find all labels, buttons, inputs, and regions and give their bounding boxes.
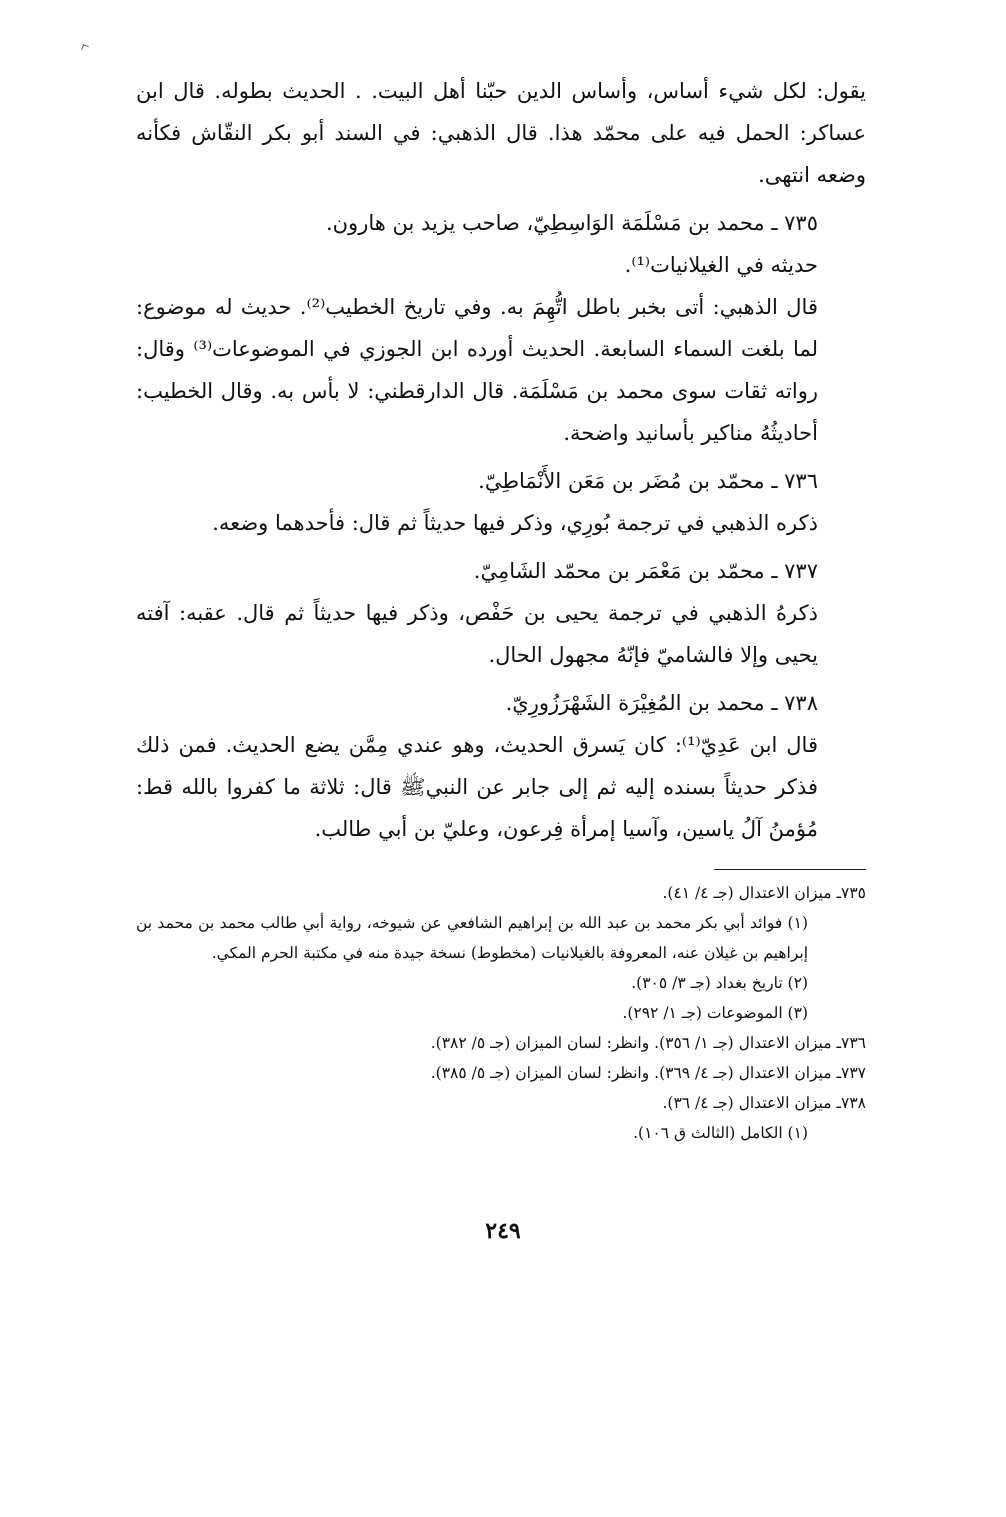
footnote: ٧٣٥ـ ميزان الاعتدال (جـ ٤/ ٤١). [662, 884, 866, 902]
footnote: (٣) الموضوعات (جـ ١/ ٢٩٢). [622, 1004, 808, 1022]
main-text [136, 70, 866, 850]
entry-heading-738: ٧٣٨ ـ محمد بن المُغِيْرَة الشَهْرَزُورِيّ. [505, 691, 818, 715]
scan-mark [81, 44, 89, 52]
footnote: (١) الكامل (الثالث ق ١٠٦). [633, 1124, 808, 1142]
footnote: ٧٣٧ـ ميزان الاعتدال (جـ ٤/ ٣٦٩). وانظر: لسان الميزان (جـ ٥/ ٣٨٥). [430, 1064, 866, 1082]
footnote: ٧٣٦ـ ميزان الاعتدال (جـ ١/ ٣٥٦). وانظر: لسان الميزان (جـ ٥/ ٣٨٢). [430, 1034, 866, 1052]
paragraph: ذكرهُ الذهبي في ترجمة يحيى بن حَفْص، وذكر فيها حديثاً ثم قال. عقبه: آفته يحيى وإلا فالشاميّ فإنّهُ مجهول الحال. [136, 601, 818, 667]
footnote: (١) فوائد أبي بكر محمد بن عبد الله بن إبراهيم الشافعي عن شيوخه، رواية أبي طالب محمد بن محمد بن إبراهيم بن غيلان عنه، المعروفة بالغيلانيات (مخطوط) نسخة جيدة منه في مكتبة الحرم المكي. [136, 914, 808, 962]
footnote-divider [714, 869, 866, 870]
footnotes [136, 878, 866, 1148]
page-number: ٢٤٩ [485, 1218, 521, 1244]
paragraph: قال ابن عَدِيّ⁽¹⁾: كان يَسرق الحديث، وهو عندي مِمَّن يضع الحديث. فمن ذلك فذكر حديثاً بسنده إليه ثم إلى جابر عن النبيﷺ قال: ثلاثة ما كفروا بالله قط: مُؤمنُ آلُ ياسين، وآسيا إمرأة فِرعون، وعليّ بن أبي طالب. [136, 733, 818, 841]
paragraph: حديثه في الغيلانيات⁽¹⁾. [624, 253, 818, 277]
footnote: (٢) تاريخ بغداد (جـ ٣/ ٣٠٥). [631, 974, 808, 992]
paragraph: يقول: لكل شيء أساس، وأساس الدين حبّنا أهل البيت. . الحديث بطوله. قال ابن عساكر: الحمل فيه على محمّد هذا. قال الذهبي: في السند أبو بكر النقّاش فكأنه وضعه انتهى. [136, 79, 866, 187]
paragraph: قال الذهبي: أتى بخبر باطل اتُّهِمَ به. وفي تاريخ الخطيب⁽²⁾. حديث له موضوع: لما بلغت السماء السابعة. الحديث أورده ابن الجوزي في الموضوعات⁽³⁾ وقال: رواته ثقات سوى محمد بن مَسْلَمَة. قال الدارقطني: لا بأس به. وقال الخطيب: أحاديثُهُ مناكير بأسانيد واضحة. [136, 295, 818, 445]
entry-heading-736: ٧٣٦ ـ محمّد بن مُضَر بن مَعَن الأَنْمَاطِيّ. [478, 469, 818, 493]
paragraph: ذكره الذهبي في ترجمة بُورِي، وذكر فيها حديثاً ثم قال: فأحدهما وضعه. [212, 511, 818, 535]
footnote: ٧٣٨ـ ميزان الاعتدال (جـ ٤/ ٣٦). [662, 1094, 866, 1112]
entry-heading-737: ٧٣٧ ـ محمّد بن مَعْمَر بن محمّد الشَامِيّ. [473, 559, 818, 583]
entry-heading-735: ٧٣٥ ـ محمد بن مَسْلَمَة الوَاسِطِيّ، صاحب يزيد بن هارون. [325, 211, 818, 235]
